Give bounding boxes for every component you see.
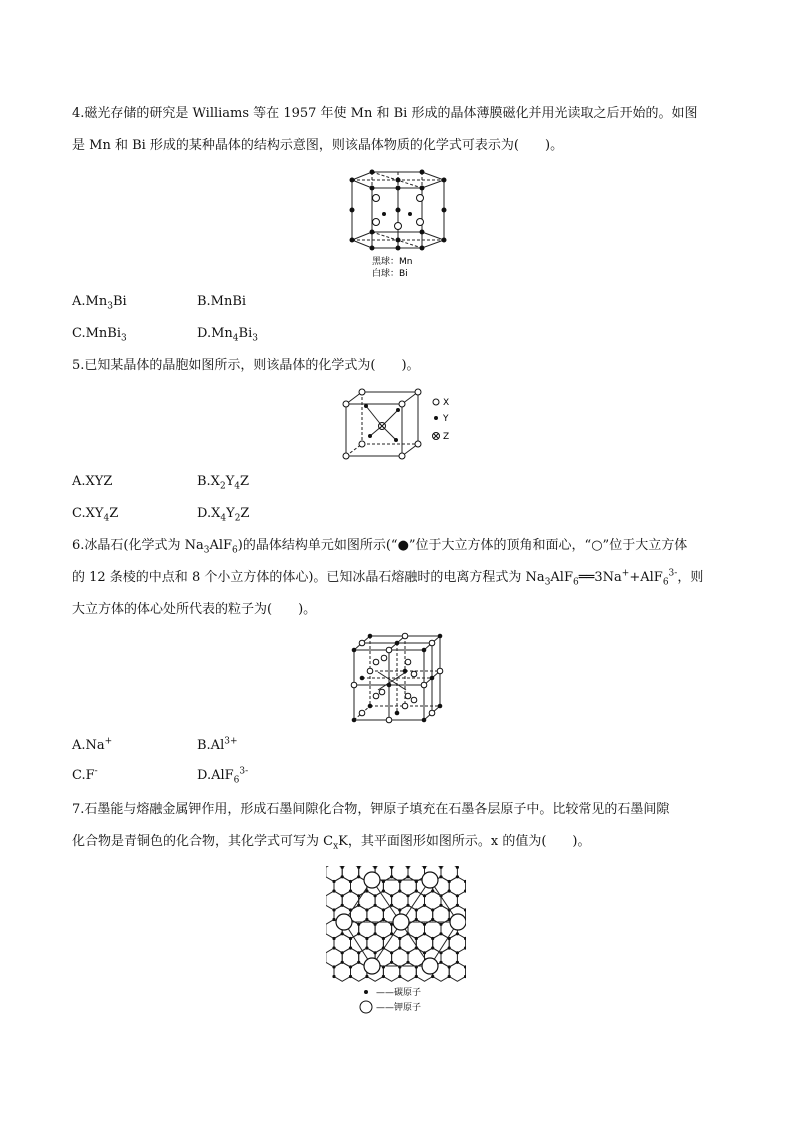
carbon-atom bbox=[332, 975, 335, 978]
carbon-atom bbox=[349, 975, 352, 978]
carbon-atom bbox=[431, 908, 434, 911]
carbon-atom bbox=[439, 875, 442, 878]
carbon-atom bbox=[390, 875, 393, 878]
carbon-atom bbox=[332, 937, 335, 940]
carbon-atom bbox=[423, 894, 426, 897]
q5-option-a[interactable]: A.XYZ bbox=[72, 474, 113, 489]
carbon-atom bbox=[439, 923, 442, 926]
carbon-atom bbox=[341, 951, 344, 954]
carbon-atom bbox=[415, 937, 418, 940]
q5-legend-z: Z bbox=[443, 432, 450, 442]
q6-option-a[interactable]: A.Na+ bbox=[72, 736, 113, 753]
carbon-atom bbox=[456, 961, 459, 964]
carbon-atom bbox=[456, 904, 459, 907]
carbon-atom bbox=[357, 866, 360, 869]
carbon-atom bbox=[456, 866, 459, 869]
hexagon-ring bbox=[334, 962, 351, 981]
q7-legend-carbon-dot bbox=[364, 990, 368, 994]
q5-legend-x: X bbox=[443, 398, 450, 408]
carbon-atom bbox=[341, 894, 344, 897]
carbon-atom bbox=[415, 975, 418, 978]
carbon-atom bbox=[448, 880, 451, 883]
carbon-atom bbox=[374, 951, 377, 954]
carbon-atom bbox=[349, 946, 352, 949]
carbon-atom bbox=[456, 875, 459, 878]
carbon-atom bbox=[431, 918, 434, 921]
q7-legend-potassium-circle bbox=[360, 1001, 372, 1013]
carbon-atom bbox=[398, 908, 401, 911]
carbon-atom bbox=[448, 965, 451, 968]
carbon-atom bbox=[439, 961, 442, 964]
carbon-atom bbox=[390, 951, 393, 954]
carbon-atom bbox=[431, 975, 434, 978]
q7-legend-potassium: ——钾原子 bbox=[376, 1003, 422, 1013]
carbon-atom bbox=[398, 975, 401, 978]
q5-unit-cell-figure bbox=[340, 388, 460, 460]
carbon-atom bbox=[374, 923, 377, 926]
carbon-atom bbox=[448, 946, 451, 949]
carbon-atom bbox=[406, 961, 409, 964]
carbon-atom bbox=[398, 889, 401, 892]
carbon-atom bbox=[456, 894, 459, 897]
carbon-atom bbox=[415, 908, 418, 911]
carbon-atom bbox=[456, 951, 459, 954]
q6-cryolite-structure-figure bbox=[348, 632, 444, 724]
carbon-atom bbox=[349, 880, 352, 883]
carbon-atom bbox=[382, 937, 385, 940]
carbon-atom bbox=[423, 923, 426, 926]
carbon-atom bbox=[423, 951, 426, 954]
carbon-atom bbox=[406, 866, 409, 869]
carbon-atom bbox=[439, 904, 442, 907]
q6-stem: 6.冰晶石(化学式为 $Na_3AlF_6$)的晶体结构单元如图所示(“●”位于大立方体的顶角和面心，“○”位于大立方体 的 12 条棱的中点和 8 个小立方体的体心)。已知冰晶石熔融时的电离方程式为 $Na_3AlF_6══3Na^++AlF_6^{3-}$，则 大立方体的体心处所代表的粒子为( )。 bbox=[72, 538, 704, 617]
carbon-atom bbox=[431, 937, 434, 940]
carbon-atom bbox=[431, 946, 434, 949]
carbon-atom bbox=[357, 904, 360, 907]
carbon-atom bbox=[456, 932, 459, 935]
hexagon-ring bbox=[383, 962, 399, 981]
carbon-atom bbox=[382, 975, 385, 978]
carbon-atom bbox=[332, 946, 335, 949]
hexagon-ring bbox=[392, 866, 408, 882]
carbon-atom bbox=[357, 961, 360, 964]
q5-option-b[interactable]: $B.X_2Y_4Z$ bbox=[197, 474, 250, 492]
carbon-atom bbox=[448, 889, 451, 892]
carbon-atom bbox=[448, 975, 451, 978]
carbon-atom bbox=[332, 880, 335, 883]
carbon-atom bbox=[382, 918, 385, 921]
q4-hexagonal-crystal-figure bbox=[342, 168, 452, 280]
q5-stem: 5.已知某晶体的晶胞如图所示，则该晶体的化学式为( )。 bbox=[72, 358, 420, 373]
carbon-atom bbox=[332, 918, 335, 921]
carbon-atom bbox=[374, 866, 377, 869]
q4-option-b[interactable]: B.MnBi bbox=[197, 294, 247, 309]
carbon-atom bbox=[357, 932, 360, 935]
carbon-atom bbox=[365, 908, 368, 911]
carbon-atom bbox=[423, 904, 426, 907]
carbon-atom bbox=[341, 904, 344, 907]
carbon-atom bbox=[349, 937, 352, 940]
carbon-atom bbox=[374, 932, 377, 935]
carbon-atom bbox=[365, 975, 368, 978]
q6-option-c[interactable]: C.F- bbox=[72, 766, 98, 783]
hexagon-ring bbox=[400, 962, 417, 981]
carbon-atom bbox=[439, 866, 442, 869]
q7-legend-carbon: ——碳原子 bbox=[376, 988, 422, 998]
carbon-atom bbox=[332, 889, 335, 892]
hexagon-ring bbox=[441, 866, 457, 882]
carbon-atom bbox=[423, 866, 426, 869]
carbon-atom bbox=[349, 889, 352, 892]
hexagon-ring bbox=[342, 866, 359, 882]
carbon-atom bbox=[374, 904, 377, 907]
carbon-atom bbox=[390, 894, 393, 897]
carbon-atom bbox=[357, 875, 360, 878]
carbon-atom bbox=[365, 918, 368, 921]
carbon-atom bbox=[398, 937, 401, 940]
carbon-atom bbox=[439, 951, 442, 954]
carbon-atom bbox=[415, 918, 418, 921]
carbon-atom bbox=[341, 875, 344, 878]
carbon-atom bbox=[406, 904, 409, 907]
carbon-atom bbox=[382, 889, 385, 892]
carbon-atom bbox=[390, 904, 393, 907]
carbon-atom bbox=[390, 866, 393, 869]
carbon-atom bbox=[357, 894, 360, 897]
q5-option-c[interactable]: $C.XY_4Z$ bbox=[72, 506, 119, 524]
carbon-atom bbox=[398, 946, 401, 949]
q4-option-a[interactable]: $A.Mn_3Bi$ bbox=[72, 294, 127, 312]
q7-stem: 7.石墨能与熔融金属钾作用，形成石墨间隙化合物，钾原子填充在石墨各层原子中。比较常见的石墨间隙 化合物是青铜色的化合物，其化学式可写为 $C_xK$，其平面图形如图所示。x 的值为( )。 bbox=[72, 802, 670, 852]
q4-stem: 4.磁光存储的研究是 Williams 等在 1957 年使 Mn 和 Bi 形成的晶体薄膜磁化并用光读取之后开始的。如图 是 Mn 和 Bi 形成的某种晶体的结构示意图，则该晶体物质的化学式可表示为( )。 bbox=[72, 106, 698, 153]
q5-option-d[interactable]: $D.X_4Y_2Z$ bbox=[197, 506, 250, 524]
carbon-atom bbox=[374, 894, 377, 897]
carbon-atom bbox=[439, 932, 442, 935]
carbon-atom bbox=[341, 932, 344, 935]
q5-legend-y: Y bbox=[443, 414, 449, 424]
carbon-atom bbox=[357, 923, 360, 926]
carbon-atom bbox=[382, 908, 385, 911]
carbon-atom bbox=[431, 889, 434, 892]
carbon-atom bbox=[406, 894, 409, 897]
carbon-atom bbox=[390, 961, 393, 964]
carbon-atom bbox=[332, 908, 335, 911]
q4-legend-black: 黑球：Mn bbox=[372, 257, 413, 267]
carbon-atom bbox=[332, 965, 335, 968]
carbon-atom bbox=[341, 961, 344, 964]
carbon-atom bbox=[357, 951, 360, 954]
q6-option-b[interactable]: $B.Al^{3+}$ bbox=[197, 736, 238, 753]
carbon-atom bbox=[349, 965, 352, 968]
q7-graphite-intercalation-figure bbox=[326, 866, 466, 1016]
carbon-atom bbox=[406, 951, 409, 954]
carbon-atom bbox=[365, 946, 368, 949]
carbon-atom bbox=[365, 937, 368, 940]
carbon-atom bbox=[423, 932, 426, 935]
hexagon-ring bbox=[449, 962, 465, 981]
hexagon-ring bbox=[326, 866, 342, 882]
carbon-atom bbox=[341, 866, 344, 869]
q4-option-c[interactable]: C.MnBi$_3$ bbox=[72, 326, 127, 344]
carbon-atom bbox=[415, 889, 418, 892]
carbon-atom bbox=[406, 875, 409, 878]
q4-legend-white: 白球：Bi bbox=[372, 269, 408, 279]
q4-option-d[interactable]: $D.Mn_4Bi_3$ bbox=[197, 326, 258, 344]
q6-option-d[interactable]: D.AlF$_6^{3-}$ bbox=[197, 766, 249, 786]
